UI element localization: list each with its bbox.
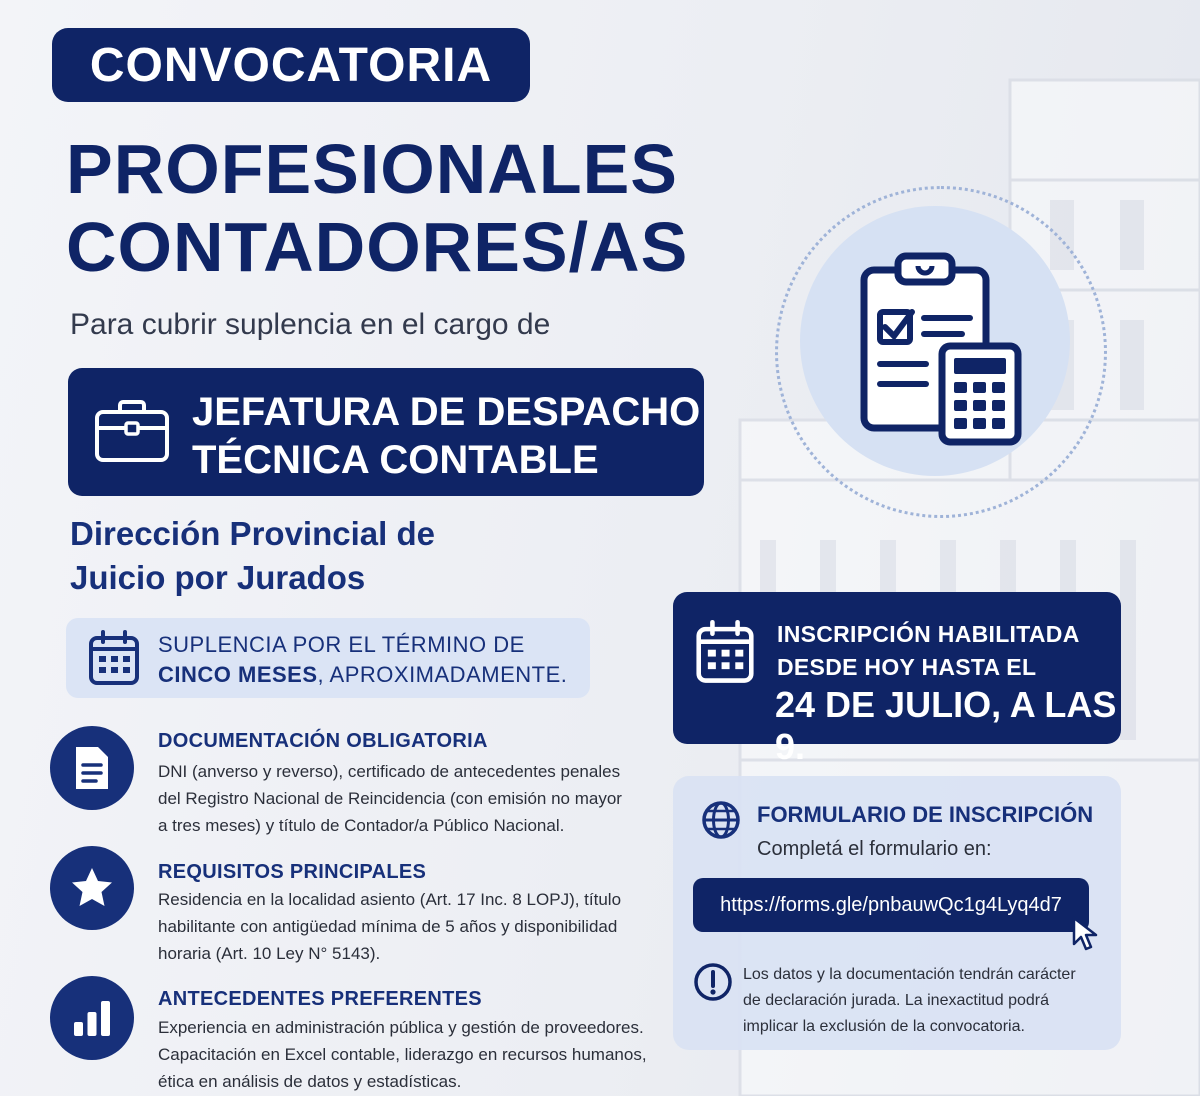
document-icon-circle [50,726,134,810]
section-documentation-heading: DOCUMENTACIÓN OBLIGATORIA [158,730,488,752]
section-documentation-body [158,758,658,839]
document-icon [72,745,112,791]
section-preferred-heading: ANTECEDENTES PREFERENTES [158,988,482,1010]
warning-line: de declaración jurada. La inexactitud podrá [743,992,1049,1009]
calendar-icon [88,630,140,686]
clipboard-calculator-icon [850,248,1030,448]
form-url-text: https://forms.gle/pnbauwQc1g4Lyq4d7 [720,893,1062,916]
star-icon-circle [50,846,134,930]
title-line-1: PROFESIONALES [66,130,678,208]
title-line-2: CONTADORES/AS [66,208,689,286]
direction-line-1: Dirección Provincial de [70,515,435,552]
mouse-cursor-icon [1071,916,1101,952]
term-bold: CINCO MESES [158,662,318,687]
calendar-icon [695,620,755,684]
body-line: DNI (anverso y reverso), certificado de antecedentes penales [158,762,621,781]
warning-icon [693,962,733,1002]
star-icon [69,865,115,911]
bar-chart-icon-circle [50,976,134,1060]
form-url-link[interactable] [693,878,1089,932]
position-line-1: JEFATURA DE DESPACHO [192,390,701,434]
warning-line: implicar la exclusión de la convocatoria. [743,1018,1025,1035]
body-line: Experiencia en administración pública y gestión de proveedores. [158,1018,644,1037]
form-heading: FORMULARIO DE INSCRIPCIÓN [757,802,1094,827]
section-preferred-body [158,1014,658,1095]
bar-chart-icon [71,998,113,1038]
body-line: ética en análisis de datos y estadísticas. [158,1072,462,1091]
convocatoria-badge [52,28,530,102]
form-card [673,776,1121,1050]
inscription-line-1: INSCRIPCIÓN HABILITADA [777,621,1080,647]
term-line-1: SUPLENCIA POR EL TÉRMINO DE [158,632,525,657]
body-line: Capacitación en Excel contable, liderazgo en recursos humanos, [158,1045,647,1064]
body-line: horaria (Art. 10 Ley N° 5143). [158,944,381,963]
term-box [66,618,590,698]
section-requirements-heading: REQUISITOS PRINCIPALES [158,861,427,883]
position-box [68,368,704,496]
inscription-line-2: DESDE HOY HASTA EL [777,654,1037,680]
page-title [66,130,688,286]
direction-line-2: Juicio por Jurados [70,559,366,596]
badge-label: CONVOCATORIA [89,38,493,92]
term-rest: , APROXIMADAMENTE. [317,662,568,687]
inscription-deadline: 24 DE JULIO, A LAS 9. [775,684,1117,767]
globe-icon [701,800,741,840]
direction-name [70,512,435,600]
body-line: a tres meses) y título de Contador/a Público Nacional. [158,816,565,835]
warning-line: Los datos y la documentación tendrán carácter [743,966,1076,983]
inscription-box [673,592,1121,767]
body-line: del Registro Nacional de Reincidencia (con emisión no mayor [158,789,622,808]
briefcase-icon [94,398,170,464]
form-instruction: Completá el formulario en: [757,838,992,860]
body-line: Residencia en la localidad asiento (Art. 17 Inc. 8 LOPJ), título [158,890,622,909]
warning-text [743,962,1103,1040]
position-line-2: TÉCNICA CONTABLE [192,438,599,482]
body-line: habilitante con antigüedad mínima de 5 años y disponibilidad [158,917,618,936]
subtitle: Para cubrir suplencia en el cargo de [70,308,551,341]
section-requirements-body [158,886,658,967]
